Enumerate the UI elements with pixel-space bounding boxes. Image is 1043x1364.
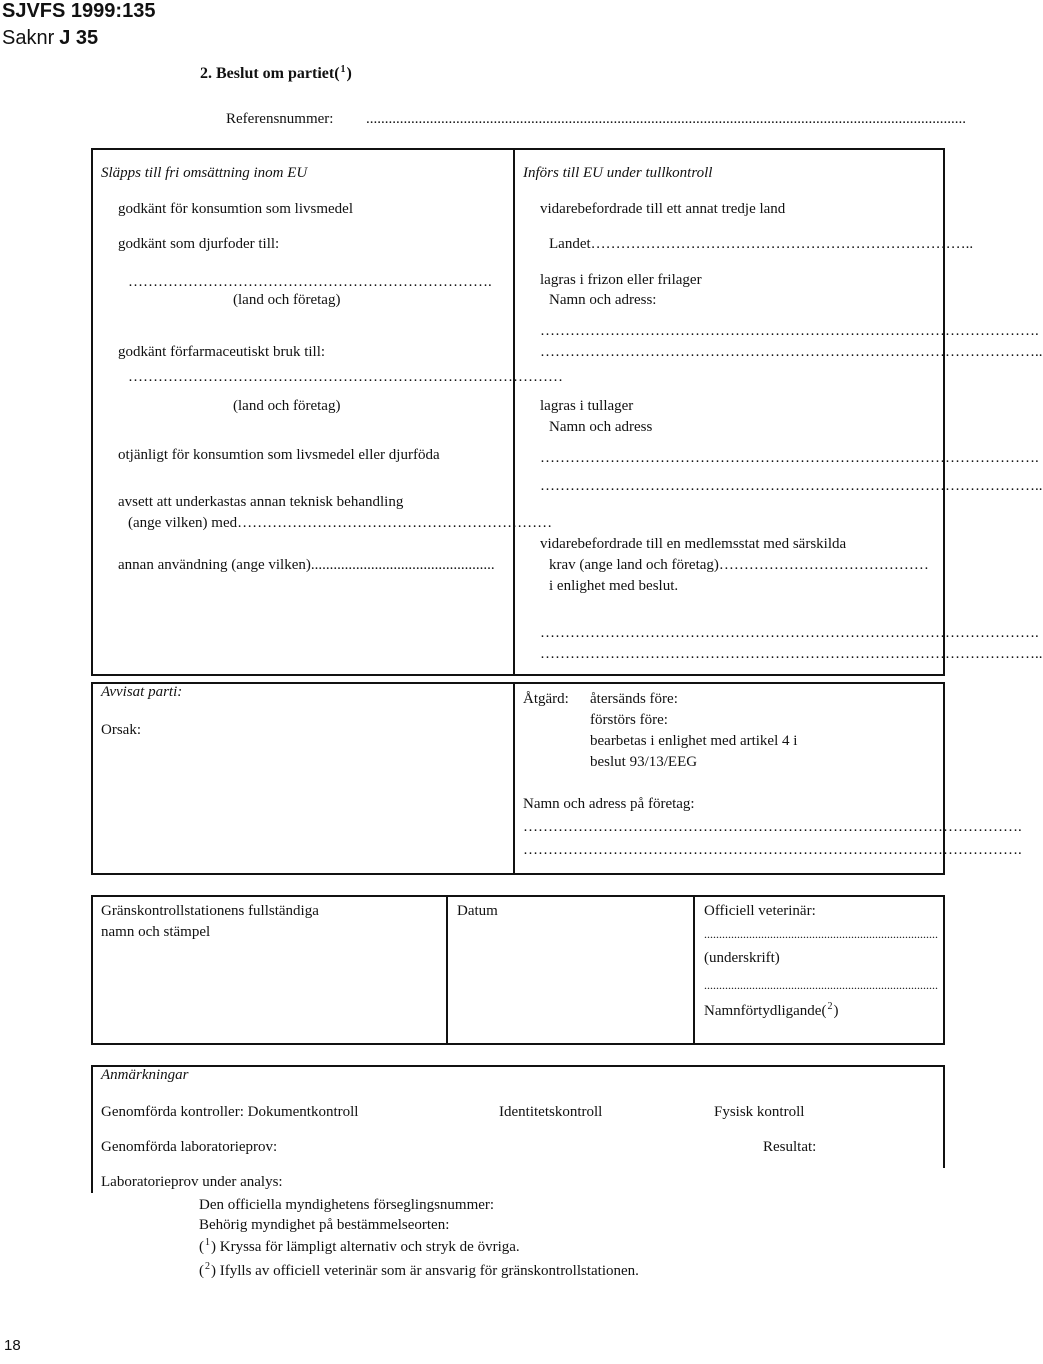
action-process: bearbetas i enlighet med artikel 4 i	[590, 733, 798, 749]
signature-divider-date	[446, 895, 448, 1045]
pharma-dots: ……………………………………………………………………………	[128, 369, 563, 385]
option-unfit: otjänligt för konsumtion som livsmedel eller djurföda	[118, 447, 440, 463]
date-label: Datum	[457, 903, 498, 919]
feed-note: (land och företag)	[233, 292, 341, 308]
case-number-label: Saknr	[2, 27, 55, 49]
vet-label: Officiell veterinär:	[704, 903, 816, 919]
physical-check: Fysisk kontroll	[714, 1104, 805, 1120]
option-member-state: vidarebefordrade till en medlemsstat med särskilda	[540, 536, 847, 552]
remarks-left-line	[91, 1165, 93, 1193]
member-state-dots: ………………………………………………………………………………………..	[540, 646, 1043, 662]
section-heading-close: )	[346, 65, 352, 82]
signature-divider-vet	[693, 895, 695, 1045]
company-dots: ……………………………………………………………………………………….	[523, 819, 1022, 835]
footnote-open: (	[199, 1239, 204, 1255]
company-label: Namn och adress på företag:	[523, 796, 695, 812]
signature-label: (underskrift)	[704, 950, 780, 966]
member-state-decision: i enlighet med beslut.	[549, 578, 679, 594]
option-pharma: godkänt förfarmaceutiskt bruk till:	[118, 344, 326, 360]
customs-title: Införs till EU under tullkontroll	[523, 165, 713, 181]
signature-dots: ..............................................................................	[704, 927, 938, 941]
rejected-title: Avvisat parti:	[101, 684, 183, 700]
checks-label: Genomförda kontroller: Dokumentkontroll	[101, 1104, 359, 1120]
member-state-dots: ……………………………………………………………………………………….	[540, 625, 1039, 641]
result-label: Resultat:	[763, 1139, 817, 1155]
case-number-value: J 35	[59, 27, 99, 49]
footnote-text: ) Ifylls av officiell veterinär som är ansvarig för gränskontrollstationen.	[211, 1263, 639, 1279]
name-clarification-label: Namnförtydligande(	[704, 1003, 827, 1019]
destination-authority-label: Behörig myndighet på bestämmelseorten:	[199, 1217, 450, 1233]
warehouse-dots: ……………………………………………………………………………………….	[540, 450, 1039, 466]
section-heading-text: 2. Beslut om partiet(	[200, 65, 340, 82]
footnote-mark: 1	[340, 64, 346, 75]
footnote-open: (	[199, 1263, 204, 1279]
warehouse-address-label: Namn och adress	[549, 419, 653, 435]
free-zone-address-label: Namn och adress:	[549, 292, 657, 308]
option-third-country: vidarebefordrade till ett annat tredje land	[540, 201, 786, 217]
action-return: återsänds före:	[590, 691, 678, 707]
company-dots: ……………………………………………………………………………………….	[523, 842, 1022, 858]
option-other-use: annan användning (ange vilken).................................................	[118, 557, 495, 573]
action-destroy: förstörs före:	[590, 712, 668, 728]
section-heading	[200, 65, 352, 85]
column-divider	[513, 148, 515, 676]
action-label: Åtgärd:	[523, 691, 569, 707]
action-process-decision: beslut 93/13/EEG	[590, 754, 698, 770]
name-clarification-close: )	[833, 1003, 839, 1019]
option-feed: godkänt som djurfoder till:	[118, 236, 280, 252]
lab-pending-label: Laboratorieprov under analys:	[101, 1174, 283, 1190]
seal-number-label: Den officiella myndighetens förseglingsnummer:	[199, 1197, 495, 1213]
footnote-2	[199, 1262, 639, 1282]
station-label: Gränskontrollstationens fullständiga	[101, 903, 319, 919]
remarks-title: Anmärkningar	[101, 1067, 189, 1083]
footnote-mark: 2	[205, 1261, 210, 1272]
station-label-2: namn och stämpel	[101, 924, 211, 940]
option-food: godkänt för konsumtion som livsmedel	[118, 201, 353, 217]
reference-label: Referensnummer:	[226, 111, 334, 127]
footnote-1	[199, 1238, 520, 1258]
rejected-divider	[513, 682, 515, 875]
case-number	[2, 27, 98, 49]
reason-label: Orsak:	[101, 722, 141, 738]
name-dots: ..............................................................................	[704, 978, 938, 992]
document-series: SJVFS 1999:135	[2, 0, 156, 22]
release-title: Släpps till fri omsättning inom EU	[101, 165, 308, 181]
name-clarification	[704, 1002, 838, 1022]
option-treatment: avsett att underkastas annan teknisk behandling	[118, 494, 404, 510]
option-warehouse: lagras i tullager	[540, 398, 634, 414]
option-free-zone: lagras i frizon eller frilager	[540, 272, 702, 288]
country-field: Landet…………………………………………………………………..	[549, 236, 974, 252]
warehouse-dots: ………………………………………………………………………………………..	[540, 478, 1043, 494]
footnote-mark: 2	[827, 1001, 833, 1012]
footnote-mark: 1	[205, 1237, 210, 1248]
identity-check: Identitetskontroll	[499, 1104, 603, 1120]
free-zone-dots: ……………………………………………………………………………………….	[540, 323, 1039, 339]
reference-dots: ................................................................................................................................................................	[366, 111, 966, 127]
treatment-spec: (ange vilken) med………………………………………………………	[128, 515, 553, 531]
decision-box	[91, 148, 1043, 676]
page-number: 18	[4, 1337, 21, 1354]
free-zone-dots: ………………………………………………………………………………………..	[540, 344, 1043, 360]
footnote-text: ) Kryssa för lämpligt alternativ och stryk de övriga.	[211, 1239, 520, 1255]
feed-dots: ……………………………………………………………….	[128, 274, 492, 290]
pharma-note: (land och företag)	[233, 398, 341, 414]
member-state-requirements: krav (ange land och företag)……………………………………	[549, 557, 929, 573]
lab-tests-label: Genomförda laboratorieprov:	[101, 1139, 278, 1155]
